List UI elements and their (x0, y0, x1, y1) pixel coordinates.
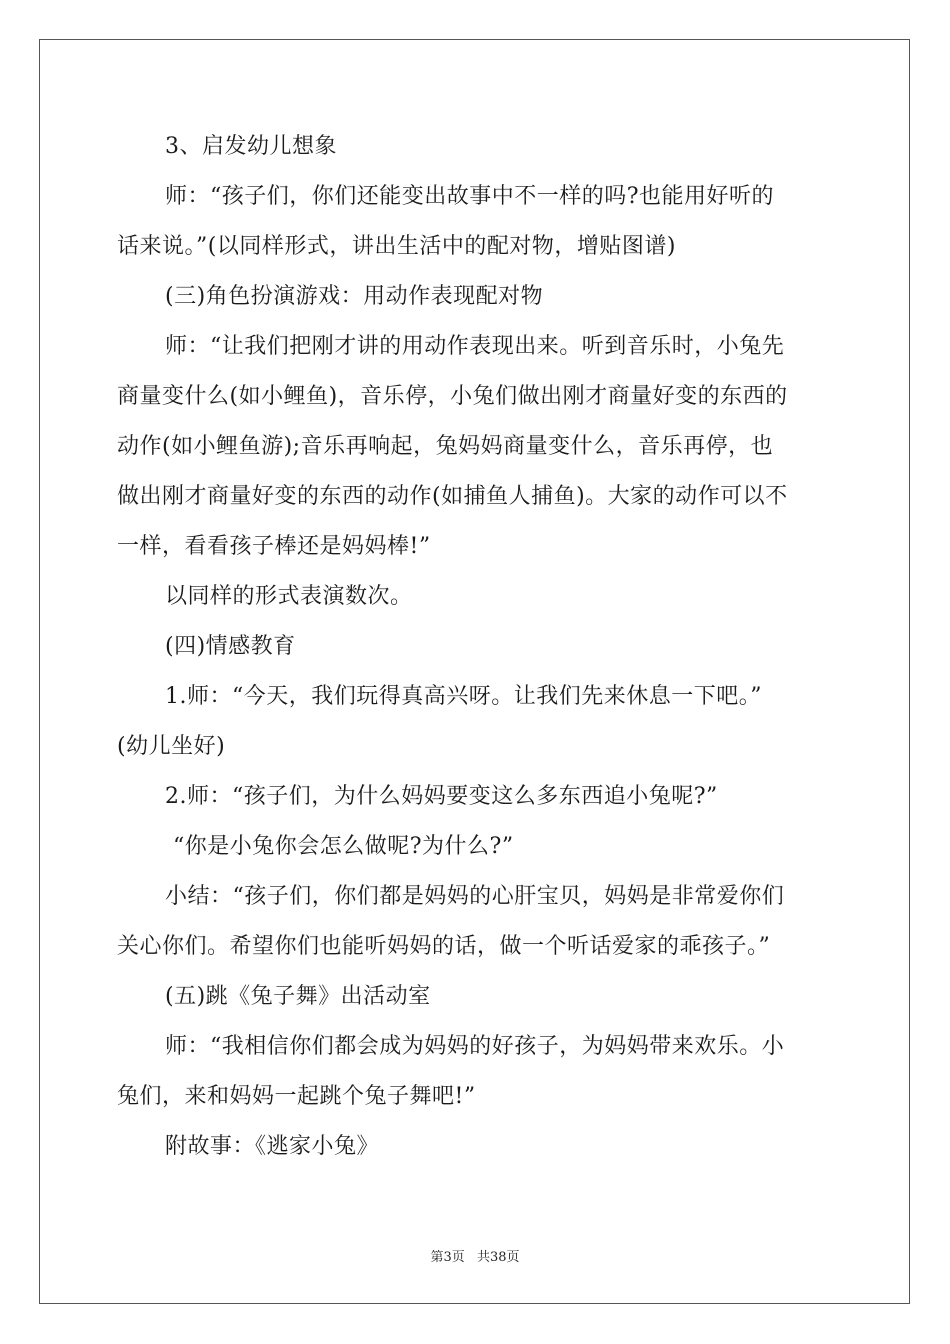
paragraph-line: 一样，看看孩子棒还是妈妈棒!” (117, 534, 431, 559)
paragraph-line: 附故事：《逃家小兔》 (165, 1134, 380, 1159)
paragraph-line: 商量变什么(如小鲤鱼)，音乐停，小兔们做出刚才商量好变的东西的 (117, 384, 788, 409)
section-heading: (三)角色扮演游戏：用动作表现配对物 (165, 284, 544, 309)
paragraph-line: (幼儿坐好) (117, 734, 226, 759)
page-number: 第3页 (430, 1250, 465, 1265)
section-heading: (五)跳《兔子舞》出活动室 (165, 984, 431, 1009)
paragraph-line: 师：“孩子们，你们还能变出故事中不一样的吗?也能用好听的 (165, 184, 775, 209)
section-heading: 3、启发幼儿想象 (165, 134, 337, 159)
paragraph-line: 做出刚才商量好变的东西的动作(如捕鱼人捕鱼)。大家的动作可以不 (117, 484, 788, 509)
paragraph-line: 2.师：“孩子们，为什么妈妈要变这么多东西追小兔呢?” (165, 784, 718, 809)
page-total: 共38页 (476, 1250, 520, 1265)
paragraph-line: 师：“让我们把刚才讲的用动作表现出来。听到音乐时，小兔先 (165, 334, 785, 359)
page-footer (0, 1246, 950, 1265)
paragraph-line: 以同样的形式表演数次。 (165, 584, 413, 609)
paragraph-line: 动作(如小鲤鱼游);音乐再响起，兔妈妈商量变什么，音乐再停，也 (117, 434, 774, 459)
paragraph-line: 关心你们。希望你们也能听妈妈的话，做一个听话爱家的乖孩子。” (117, 934, 771, 959)
paragraph-line: 小结：“孩子们，你们都是妈妈的心肝宝贝，妈妈是非常爱你们 (165, 884, 785, 909)
paragraph-line: 1.师：“今天，我们玩得真高兴呀。让我们先来休息一下吧。” (165, 684, 762, 709)
paragraph-line: 兔们，来和妈妈一起跳个兔子舞吧!” (117, 1084, 476, 1109)
paragraph-line: 话来说。”(以同样形式，讲出生活中的配对物，增贴图谱) (117, 234, 676, 259)
paragraph-line: 师：“我相信你们都会成为妈妈的好孩子，为妈妈带来欢乐。小 (165, 1034, 785, 1059)
paragraph-line: “你是小兔你会怎么做呢?为什么?” (173, 834, 514, 859)
section-heading: (四)情感教育 (165, 634, 296, 659)
